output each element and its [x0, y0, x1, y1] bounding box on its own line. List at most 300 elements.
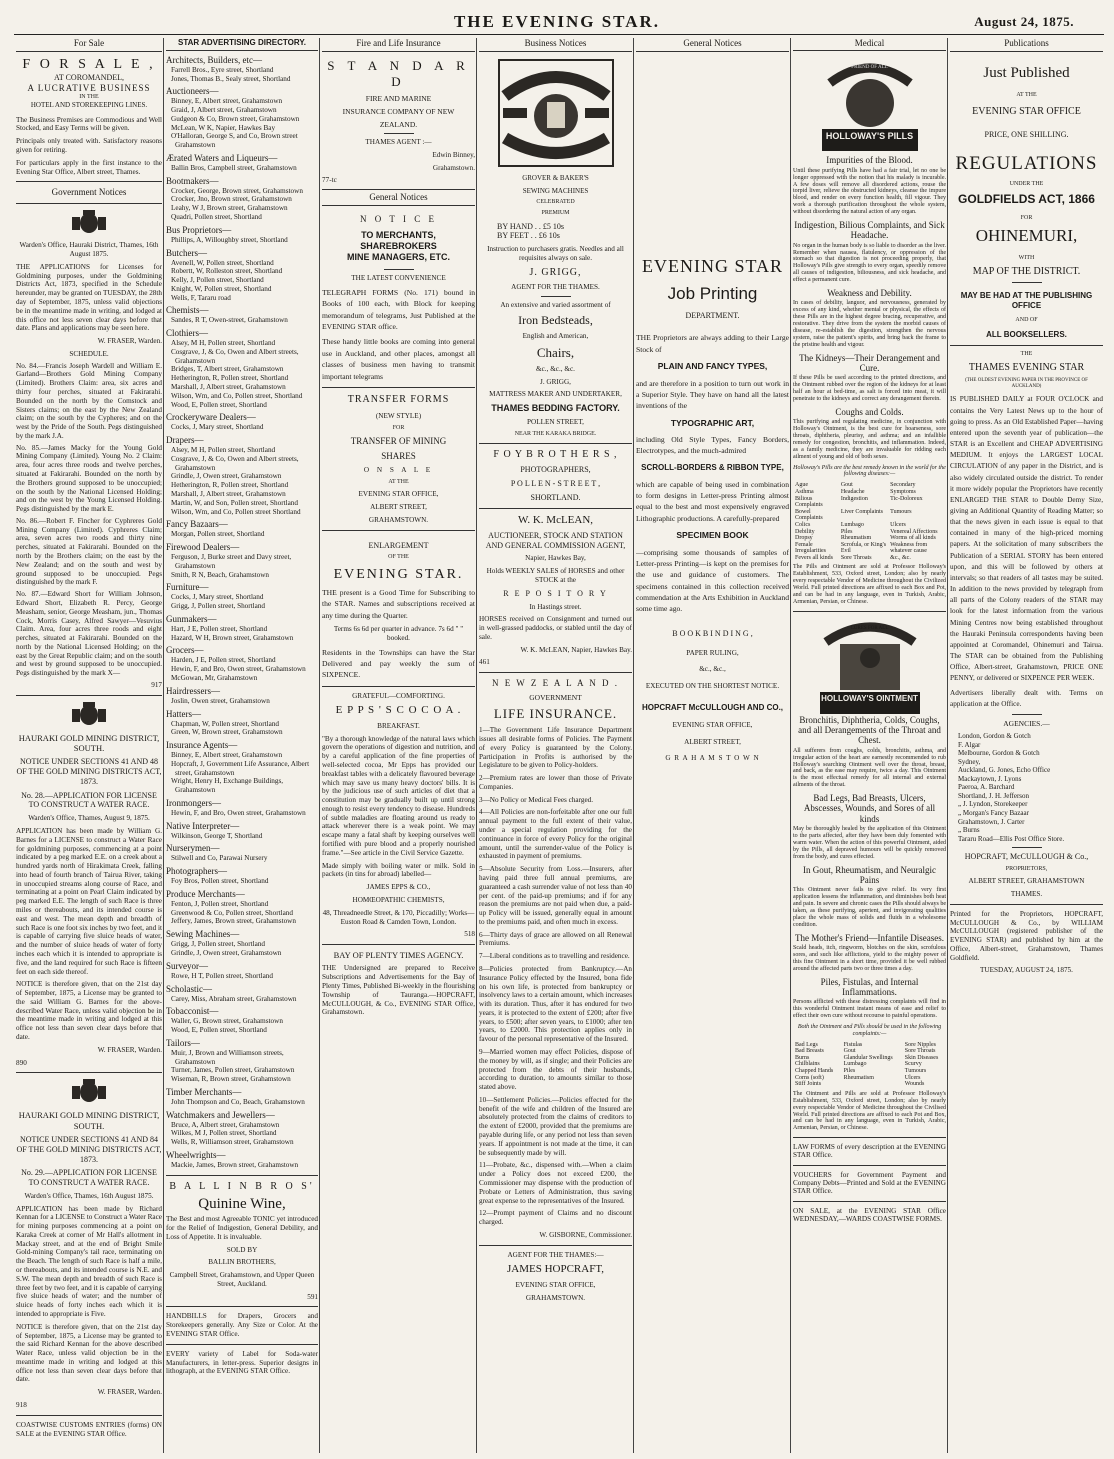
table-row — [793, 1061, 946, 1068]
notice-number: 917 — [151, 680, 162, 689]
grover-label: CELEBRATED — [536, 199, 575, 206]
rule — [16, 1415, 162, 1416]
grover-banner: GROVER & BAKER'S — [522, 173, 589, 182]
mclean-line: Napier, Hawkes Bay, — [525, 554, 586, 563]
job-bookbinding: B O O K B I N D I N G , — [672, 628, 753, 638]
directory-category: Ærated Waters and Liqueurs— — [166, 152, 278, 163]
holloway-ointment-label: HOLLOWAY'S OINTMENT — [821, 693, 918, 703]
office-line: Warden's Office, Thames, 16th August 1875. — [24, 1191, 154, 1200]
table-cell: Female Irregularities — [795, 541, 826, 555]
transfer-line: AT THE — [388, 478, 409, 485]
directory-category: Tobacconist— — [166, 1006, 219, 1017]
directory-category: Auctioneers— — [166, 86, 219, 97]
holloway-body: In cases of debility, languor, and nervousness, generated by excess of any kind, whether mental or physical, the effects of these Pills are in the highest degree bracing, recuperative, and restorative. They drive from the system the morbid causes of disease, re-establish the digestion, strengthen the nervous system, raise the patient's spirits, and bring back the frame to the pristine health and vigour. — [793, 300, 946, 348]
bop-title: BAY OF PLENTY TIMES AGENCY. — [333, 950, 464, 961]
table-row — [793, 496, 946, 509]
royal-crest-icon — [69, 1078, 109, 1106]
directory-category: Furniture— — [166, 582, 209, 593]
nz-item: 1—The Government Life Insurance Department issues all desirable forms of Policies. The Payment of every Policy is guaranteed by the Colony. Participation in Profits is authorised by the Legislature to be given to Policy-holders. — [479, 726, 632, 770]
pub-agencies: AGENCIES.— — [1003, 719, 1050, 729]
table-row — [793, 1048, 946, 1055]
table-cell: Piles — [843, 1068, 856, 1075]
holloway-body: All sufferers from coughs, colds, bronchitis, asthma, and irregular action of the heart are earnestly recommended to rub Holloway's searching Ointment well over the throat, breast, and back, as the ease may require, twice a day. This Ointment is the most effectual remedy for all internal and external ailments of the throat. — [793, 747, 946, 789]
column-divider — [163, 38, 164, 1453]
table-cell: Gout — [840, 482, 853, 489]
grover-line: POLLEN STREET, — [527, 418, 584, 427]
table-cell: Venereal Affections — [890, 528, 938, 535]
mclean-body: AUCTIONEER, STOCK AND STATION AND GENERAL COMMISSION AGENT, — [485, 530, 626, 550]
table-row — [793, 535, 946, 542]
column-divider — [633, 38, 634, 1453]
pub-line: THAMES. — [1010, 889, 1043, 898]
nz-item: 4—All Policies are non-forfeitable after one our full annual payment to the full extent of their value, under a special regulation providing for the continuance in force of every Policy for the original amount, until the surrender-value of the Policy is exhausted in payment of premiums. — [479, 808, 632, 861]
nz-item: 12—Prompt payment of Claims and no discount charged. — [479, 1209, 632, 1227]
epps-title: E P P S ' S C O C O A . — [335, 704, 462, 717]
directory-entry: Hewin, F, and Bro, Owen street, Grahamstown — [171, 665, 306, 674]
royal-crest-icon — [69, 209, 109, 237]
job-firm: HOPCRAFT McCULLOUGH AND CO., — [641, 702, 784, 712]
nz-agent-office: EVENING STAR OFFICE, — [515, 1280, 596, 1289]
transfer-line: ALBERT STREET, — [370, 503, 427, 512]
column-divider — [790, 38, 791, 1453]
directory-category: Bus Proprietors— — [166, 224, 232, 235]
column-insurance — [322, 38, 475, 1453]
gov-paragraph: THE APPLICATIONS for Licenses for Goldmining purposes, under the Goldmining Districts Act, 1873, specified in the Schedule hereunder, may be granted on TUESDAY, the 28th day of September, 1875, unless valid objections be in the meantime made in writing, and lodged at this office not less seven clear days before that date. Plans and applications may be seen here. — [16, 262, 162, 333]
table-cell: Ulcers — [890, 521, 906, 528]
nz-title: LIFE INSURANCE. — [493, 706, 618, 722]
column-directory — [166, 38, 318, 1453]
grover-name: J. GRIGG, — [529, 266, 582, 278]
holloway-ointment-emblem — [810, 618, 930, 718]
rule — [166, 1175, 318, 1176]
grover-sub: SEWING MACHINES — [522, 186, 589, 195]
holloway-body: Until these purifying Pills have had a fair trial, let no one be longer oppressed with the notion that his malady is incurable. A few doses will remove all disordered actions, rouse the torpid liver, relieve the obstructed kidneys, cleanse the impure blood, and render on every function health, fill vigour. They work a thorough purification throughout the whole system, without disordering the natural action of any organ. — [793, 167, 946, 216]
epps-body: Made simply with boiling water or milk. Sold in packets (in tins for abroad) labelled— — [322, 861, 475, 879]
forsale-paragraph: For particulars apply in the first instance to the Evening Star Office, Albert street, Thames. — [16, 158, 162, 176]
enlarge-heading: ENLARGEMENT — [368, 540, 429, 550]
ballin-firm: BALLIN BROTHERS, — [208, 1258, 276, 1267]
directory-entry: Hazard, W H, Brown street, Grahamstown — [171, 633, 294, 642]
holloway-sold: The Pills and Ointment are sold at Professor Holloway's Establishment, 533, Oxford street, London; also by nearly every respectable Vendor of Medicine throughout the Civilized World. Full printed directions are affixed to each Box and Pot, and can be had in any language, even in Turkish, Arabic, Armenian, Persian, or Chinese. — [793, 564, 946, 605]
table-row — [793, 522, 946, 529]
masthead — [0, 8, 1114, 34]
nz-item: 5—Absolute Security from Loss.—Insurers, after having paid three full annual premiums, are guaranteed a cash surrender value of not less than 40 per cent. of the paid-up premiums; and if for any reason the premiums are not paid when due, a paid-up Policy will be issued, generally equal in amount to the premiums paid, and often much in excess. — [479, 865, 632, 926]
hauraki-notice: NOTICE UNDER SECTIONS 41 AND 84 OF THE GOLD MINING DISTRICTS ACT, 1873. — [16, 1135, 162, 1164]
holloway-sold: The Ointment and Pills are sold at Professor Holloway's Establishment, 533, Oxford street, London; also by nearly every respectable Vendor of Medicine throughout the Civilised World. Full printed directions are affixed to each Pot and Box, and can be had in any language, even in Turkish, Arabic, Armenian, Persian, or Chinese. — [793, 1090, 946, 1132]
rule — [479, 672, 632, 673]
labels-notice: EVERY variety of Label for Soda-water Manufacturers, in letter-press. Superior designs in lithograph, at the EVENING STAR Office. — [166, 1349, 318, 1376]
job-line: &c., &c., — [699, 665, 726, 674]
nz-heading: N E W Z E A L A N D . — [491, 678, 620, 689]
pub-line: MAY BE HAD AT THE PUBLISHING OFFICE — [960, 291, 1093, 310]
directory-category: Crockeryware Dealers— — [166, 412, 256, 423]
directory-entry: O'Halloran, George S, and Co, Brown street Grahamstown — [171, 132, 298, 150]
directory-entry: Sandes, R T, Owen-street, Grahamstown — [171, 316, 288, 325]
rule — [479, 443, 632, 444]
nz-item: 9—Married women may effect Policies, dispose of the money by will, as if single; and their Policies are protected from the debts of their husbands, according to duration, to amounts similar to those stated above. — [479, 1048, 632, 1092]
signature: W. FRASER, Warden. — [97, 337, 162, 346]
directory-entry: Hetherington, R, Pollen street, Shortland — [171, 374, 289, 383]
directory-entry: Muir, J, Brown and Williamson streets, Grahamstown — [171, 1048, 284, 1066]
directory-category: Chemists— — [166, 305, 209, 316]
hauraki-body: APPLICATION has been made by William G. Barnes for a LICENSE to construct a Water Race for goldmining purposes, commencing at a point indicated by a peg marked E.E. on a creek about a hundred yards north of Hirakimata Creek, falling into head of fourth branch of Tairua River, taking in unoccupied streams along course of Race, and terminating at a point on Pearl Claim indicated by peg marked E.E. The length of such Race is three miles or thereabouts, and its intended course is east and west. The mean depth and breadth of such Race is one foot six inches by two feet, and it is capable of carrying five sluice heads of water, and the number of sluice heads of water of forty inches each which it is intended to appropriate is five, and the land required for such Race is fifteen feet on each side thereof. — [16, 827, 162, 976]
job-body: and are therefore in a position to turn out work in a Superior Style. They have on hand all the latest inventions of the — [636, 378, 789, 411]
directory-entry: Phillips, A, Willoughby street, Shortland — [171, 235, 288, 244]
foy-line: P O L L E N - S T R E E T , — [510, 479, 601, 489]
table-cell: Fevers all kinds — [795, 554, 833, 561]
table-cell: Tumours — [904, 1068, 927, 1075]
advertising-directory — [166, 55, 318, 1170]
table-cell: Ulcers — [904, 1074, 921, 1081]
epps-subtitle: BREAKFAST. — [377, 721, 420, 730]
directory-entry: McLean, W K, Napier, Hawkes Bay — [171, 123, 276, 132]
job-highlight: SPECIMEN BOOK — [676, 530, 749, 541]
column-business — [479, 38, 632, 1453]
foy-heading: F O Y B R O T H E R S , — [493, 449, 618, 461]
directory-entry: Binney, E, Albert street, Grahamstown — [171, 751, 283, 760]
directory-category: Gunmakers— — [166, 613, 217, 624]
standard-line: FIRE AND MARINE — [365, 93, 432, 103]
directory-entry: Crocker, George, Brown street, Grahamstown — [171, 186, 303, 195]
table-cell: Glandular Swellings — [843, 1054, 893, 1061]
nz-item: 10—Settlement Policies.—Policies effected for the benefit of the wife and children of the Insured are absolutely protected from the claims of creditors to the extent of £2000, provided that the premiums are payable during life, or any period not less than seven years. If appointment is not made at the time, it can be subsequently made by will. — [479, 1095, 632, 1157]
hauraki-body: NOTICE is therefore given, that on the 21st day of September, 1875, a License may be granted to the said Richard Kennan for the above described Water Race, unless valid objection be in the meantime made in writing and lodged at this office not less than seven clear days before that date. — [16, 1322, 162, 1384]
directory-category: Architects, Builders, etc— — [166, 54, 262, 65]
column-for-sale — [16, 38, 162, 1453]
standard-agent-place: Grahamstown. — [432, 163, 475, 172]
table-cell: Sore Throats — [840, 554, 872, 561]
holloway-heading: Piles, Fistulas, and Internal Inflammations. — [820, 976, 919, 997]
table-row — [793, 482, 946, 489]
table-cell: Debility — [795, 528, 815, 535]
job-line: EXECUTED ON THE SHORTEST NOTICE. — [645, 682, 780, 691]
forsale-paragraph: The Business Premises are Commodious and Well Stocked, and Easy Terms will be given. — [16, 115, 162, 133]
table-cell: Indigestion — [840, 495, 868, 502]
directory-entry: Wilson, Wm, and Co, Pollen street, Shortland — [171, 391, 303, 400]
transfer-line: EVENING STAR OFFICE, — [358, 490, 439, 499]
directory-entry: Ferguson, J, Burke street and Davy street, Grahamstown — [171, 553, 292, 570]
holloway-body: If these Pills be used according to the printed directions, and the Ointment rubbed over the region of the kidneys for at least half an hour at bed-time, as salt is forced into meat, it will penetrate to the kidneys and correct any derangement therein. — [793, 375, 946, 402]
pub-just-published: Just Published — [983, 64, 1070, 81]
transfer-line: (NEW STYLE) — [375, 412, 422, 421]
nz-agent-name: JAMES HOPCRAFT, — [507, 1263, 604, 1276]
mclean-line: Holds WEEKLY SALES of HORSES and other STOCK at the — [486, 567, 625, 585]
table-row — [793, 542, 946, 555]
holloway-heading: In Gout, Rheumatism, and Neuralgic Pains — [803, 864, 936, 885]
forsale-paragraph: Principals only treated with. Satisfactory reasons given for retiring. — [16, 137, 162, 154]
holloway-heading: Impurities of the Blood. — [826, 155, 913, 166]
directory-entry: Cosgrave, J, & Co, Owen and Albert streets, Grahamstown — [171, 347, 299, 365]
pub-date: TUESDAY, AUGUST 24, 1875. — [980, 966, 1073, 975]
table-cell: Ague — [795, 482, 808, 489]
rule — [1012, 847, 1042, 848]
pub-adv: Advertisers liberally dealt with. Terms on application at the Office. — [950, 689, 1103, 709]
pub-map: MAP OF THE DISTRICT. — [972, 265, 1081, 277]
pub-line: ALL BOOKSELLERS. — [986, 329, 1067, 339]
column-divider — [947, 38, 948, 1453]
directory-entry: Wilkinson, George T, Shortland — [171, 831, 263, 840]
epps-firm: HOMŒOPATHIC CHEMISTS, — [352, 895, 445, 904]
holloway-heading: Weakness and Debility. — [827, 288, 912, 299]
schedule-item: No. 87.—Edward Short for William Johnson, Edward Short, Elizabeth R. Percy, George Measham, senior, George Measham, jun., Thomas Cock, Morris Casey, Alfred Sawyer—Vesuvius Claim. Area, four acres three roods and eight perches, situated at Fakirarahi. Bounded on the north by the National Licensed Holding; on the east by the Great Republic claim; and on the south and west by ground supposed to be unoccupied. Pegs distinguished by the mark X— — [16, 590, 162, 678]
grover-chairs: Chairs, — [536, 344, 575, 360]
table-cell: Sore Throats — [904, 1048, 936, 1055]
schedule-item: No. 86.—Robert F. Fincher for Cyphreres Gold Mining Company (Limited). Cyphreres Claim; area, seven acres two roods and thirty nine perches, situated at Fakirarahi. Bounded on the north by the Brothers claim; on the east by the New Zealand; and on the south and west by ground supposed to be unoccupied. Pegs distinguished by the mark F. — [16, 516, 162, 587]
signature: W. FRASER, Warden. — [97, 1388, 162, 1397]
directory-entry: Hetherington, R, Pollen street, Shortland — [171, 481, 289, 490]
law-forms-notice: LAW FORMS of every description at the EVENING STAR Office. — [793, 1143, 946, 1160]
rule — [16, 203, 162, 204]
nz-item: 8—Policies protected from Bankruptcy.—An Insurance Policy effected by the Insured, bona fide on his own life, is protected from bankruptcy or insolvency laws to a certain amount, which increases with its duration. Thus, after it has endured for two years, it is protected to the extent of £200; after five years, to £500; after seven years, to £1000; after ten years, to £2000. This protection applies only in favour of the personal representative of the Insured. — [479, 964, 632, 1044]
rule — [166, 1306, 318, 1307]
job-body: THE Proprietors are always adding to their Large Stock of — [636, 333, 789, 354]
notice-number: 890 — [16, 1058, 27, 1067]
ballin-sold: SOLD BY — [226, 1245, 258, 1254]
table-cell: Tumours — [890, 508, 912, 515]
job-line: G R A H A M S T O W N — [665, 754, 760, 763]
table-row — [793, 1068, 946, 1075]
directory-category: Native Interpreter— — [166, 820, 240, 831]
directory-entry: Rowe, H T, Pollen street, Shortland — [171, 971, 273, 980]
directory-entry: Knight, W, Pollen street, Shortland — [171, 284, 272, 293]
directory-category: Watchmakers and Jewellers— — [166, 1109, 275, 1120]
bop-body: THE Undersigned are prepared to Receive Subscriptions and Advertisements for the Bay of Plenty Times, Published Bi-weekly in the flourishing Township of Tauranga.—HOPCRAFT, McCULLOUGH, & Co., EVENING STAR Office, Grahamstown. — [322, 964, 475, 1017]
table-cell: &c., &c. — [890, 554, 911, 561]
nz-item: 6—Thirty days of grace are allowed on all Renewal Premiums. — [479, 930, 632, 948]
mclean-body: HORSES received on Consignment and turned out in well-grassed paddocks, or stabled until the day of sale. — [479, 615, 632, 641]
pub-line: UNDER THE — [1009, 180, 1044, 187]
column-general — [636, 38, 789, 1453]
rule — [479, 1245, 632, 1246]
directory-entry: Fenton, J, Pollen street, Shortland — [171, 899, 269, 908]
nz-item: 11—Probate, &c., dispensed with.—When a claim under a Policy does not exceed £200, the Commissioner may dispense with the production of Probate or Letters of Administration, thus saving great expense to the representatives of the Insured. — [479, 1161, 632, 1205]
rule — [16, 181, 162, 182]
pub-line: AT THE — [1016, 92, 1037, 99]
pub-tes: THAMES EVENING STAR — [968, 362, 1085, 374]
table-cell: Headache — [840, 488, 865, 495]
directory-entry: Grindle, J, Owen street, Grahamstown — [171, 949, 282, 957]
rule — [1012, 714, 1042, 715]
pub-office: EVENING STAR OFFICE — [972, 105, 1081, 117]
rule — [950, 345, 1103, 346]
directory-category: Fancy Bazaars— — [166, 519, 228, 530]
notice-mine: MINE MANAGERS, ETC. — [346, 252, 450, 263]
signature: W. GISBORNE, Commissioner. — [539, 1230, 632, 1239]
holloway-heading: Coughs and Colds. — [835, 406, 904, 417]
column-heading: Medical — [793, 38, 946, 51]
transfer-line: O N S A L E — [363, 466, 434, 475]
directory-category: Bootmakers— — [166, 175, 219, 186]
nz-item: 7—Liberal conditions as to travelling and residence. — [479, 952, 630, 961]
epps-firm: JAMES EPPS & CO., — [366, 883, 431, 892]
table-cell: Sore Nipples — [904, 1041, 936, 1048]
rule — [950, 904, 1103, 905]
directory-category: Insurance Agents— — [166, 740, 238, 751]
table-cell: Bilious Complaints — [795, 495, 823, 509]
grover-line: English and American, — [522, 332, 589, 341]
table-cell: Gout — [843, 1048, 856, 1055]
grover-instruction: Instruction to purchasers gratis. Needles and all requisites always on sale. — [487, 245, 624, 262]
job-line: EVENING STAR OFFICE, — [672, 720, 753, 729]
rule — [322, 944, 475, 945]
hauraki-notice: NOTICE UNDER SECTIONS 41 AND 48 OF THE GOLD MINING DISTRICTS ACT, 1873. — [16, 757, 162, 786]
pub-line: WITH — [1018, 254, 1035, 261]
directory-entry: Bridges, T, Albert street, Grahamstown — [171, 365, 284, 374]
column-medical — [793, 38, 946, 1453]
vouchers-notice: VOUCHERS for Government Payment and Company Debts—Printed and Sold at the EVENING STAR Office. — [793, 1170, 946, 1196]
directory-entry: Leahy, W J, Brown street, Grahamstown — [171, 204, 288, 213]
table-cell: Lumbago — [840, 521, 864, 528]
foy-line: PHOTOGRAPHERS, — [520, 465, 591, 475]
holloway-body: Persons afflicted with these distressing complaints will find in this wonderful Ointment instant means of ease and relief to effect their own cure without recourse to painful operations. — [793, 999, 946, 1020]
column-heading: General Notices — [636, 38, 789, 52]
directory-entry: Avenell, W, Pollen street, Shortland — [171, 258, 274, 267]
directory-entry: Wright, Henry H, Exchange Buildings, Grahamstown — [171, 777, 284, 795]
directory-entry: Hart, J E, Pollen street, Shortland — [171, 624, 268, 633]
directory-entry: Carey, Miss, Abraham street, Grahamstown — [171, 994, 297, 1003]
forsale-line: AT COROMANDEL, — [53, 73, 125, 83]
enlarge-terms: Terms 6s 6d per quarter in advance. 7s 6d " " booked. — [333, 624, 464, 642]
table-cell: Bad Breasts — [795, 1048, 824, 1055]
epps-tagline: GRATEFUL—COMFORTING. — [352, 691, 445, 700]
directory-entry: Alsey, M H, Pollen street, Shortland — [171, 339, 276, 348]
standard-line: ZEALAND. — [379, 119, 418, 129]
holloway-heading: Bronchitis, Diphtheria, Colds, Coughs, and all Derangements of the Throat and Chest. — [798, 714, 941, 746]
directory-entry: Farrell Bros., Eyre street, Shortland — [171, 65, 274, 74]
directory-category: Sewing Machines— — [166, 929, 240, 940]
notice-number: 591 — [307, 1292, 318, 1301]
enlarge-body: THE present is a Good Time for Subscribing to the STAR. Names and subscriptions received at any time during the Quarter. — [322, 587, 475, 620]
directory-entry: Crocker, Jno, Brown street, Grahamstown — [171, 195, 292, 204]
directory-category: Drapers— — [166, 435, 204, 446]
directory-category: Tailors— — [166, 1037, 200, 1048]
directory-entry: Joslin, Owen street, Grahamstown — [171, 696, 270, 705]
notice-number: 461 — [479, 658, 490, 667]
standard-agent: THAMES AGENT :— — [365, 138, 432, 147]
directory-entry: Stilwell and Co, Parawai Nursery — [171, 854, 268, 863]
mclean-heading: W. K. McLEAN, — [517, 513, 594, 526]
holloway-both: Both the Ointment and Pills should be used in the following complaints:— — [797, 1023, 942, 1037]
table-cell: Bowel Complaints — [795, 508, 823, 522]
job-star: EVENING STAR — [641, 255, 784, 276]
pub-line: ALBERT STREET, GRAHAMSTOWN — [968, 877, 1085, 886]
rule — [16, 695, 162, 696]
forsale-line: A LUCRATIVE BUSINESS — [27, 82, 151, 93]
directory-category: Nurserymen— — [166, 843, 220, 854]
directory-category: Firewood Dealers— — [166, 542, 240, 553]
schedule-heading: SCHEDULE. — [69, 349, 109, 358]
holloway-body: May be thoroughly healed by the application of this Ointment to the parts affected, after they have been duly fomented with warm water. When the action of this powerful Ointment, aided by the Pills, all depraved humours will be quickly removed from the body, and cures effected. — [793, 826, 946, 860]
directory-entry: Marshall, J, Albert street, Grahamstown — [171, 490, 286, 498]
pub-firm: HOPCRAFT, McCULLOUGH & Co., — [964, 852, 1089, 862]
column-heading: Business Notices — [479, 38, 632, 52]
directory-entry: Harden, J E, Pollen street, Shortland — [171, 656, 276, 665]
directory-category: Ironmongers— — [166, 797, 221, 808]
diseases-table — [793, 482, 946, 561]
ballin-body: The Best and most Agreeable TONIC yet introduced for the Relief of Indigestion, General Debility, and Loss of Appetite. It is invaluable. — [166, 1215, 318, 1241]
onsale-notice: ON SALE, at the EVENING STAR Office WEDNESDAY,—WARDS COASTWISE FORMS. — [793, 1206, 946, 1223]
office-line: Warden's Office, Thames, August 9, 1875. — [28, 814, 150, 823]
enlarge-title: EVENING STAR. — [333, 566, 464, 582]
table-cell: Scurvy — [904, 1061, 922, 1068]
table-row — [793, 555, 946, 562]
column-heading: For Sale — [16, 38, 162, 52]
column-divider — [476, 38, 477, 1453]
table-cell: Piles — [840, 528, 853, 535]
grover-price: BY FEET . . £6 10s — [497, 231, 560, 241]
issue-date: August 24, 1875. — [974, 14, 1074, 29]
column-heading: Publications — [950, 38, 1103, 52]
rule — [793, 1137, 946, 1138]
holloway-heading: Bad Legs, Bad Breasts, Ulcers, Abscesses, Wounds, and Sores of all kinds — [803, 793, 936, 824]
directory-category: Scholastic— — [166, 983, 212, 994]
table-cell: Colics — [795, 521, 811, 528]
directory-entry: Grindle, J, Owen street, Grahamstown — [171, 472, 282, 481]
notice-body: These handy little books are coming into general use in Auckland, and other places, amongst all classes of business men having to transmit important telegrams — [322, 337, 475, 381]
pub-line: PROPRIETORS, — [1005, 865, 1048, 872]
table-cell: Symptoms — [890, 488, 916, 495]
table-row — [793, 509, 946, 522]
general-notices-heading: General Notices — [322, 189, 475, 206]
directory-entry: Cocks, J, Mary street, Shortland — [171, 423, 264, 432]
nz-agent: AGENT FOR THE THAMES:— — [507, 1250, 604, 1259]
grover-iron: Iron Bedsteads, — [518, 313, 593, 328]
column-divider — [319, 38, 320, 1453]
directory-entry: Chapman, W, Pollen street, Shortland — [171, 719, 280, 728]
table-cell: Lumbago — [843, 1061, 867, 1068]
pub-oldest: (THE OLDEST EVENING PAPER IN THE PROVINCE OF AUCKLAND) — [965, 378, 1088, 390]
table-cell: Burns — [795, 1054, 810, 1061]
rule — [1012, 282, 1042, 283]
table-row — [793, 1042, 946, 1049]
directory-entry: Alsey, M H, Pollen street, Shortland — [171, 446, 276, 455]
ballin-heading: B A L L I N B R O S' — [169, 1180, 315, 1192]
holloway-heading: Indigestion, Bilious Complaints, and Sick Headache. — [794, 220, 945, 241]
notice-number: 918 — [16, 1400, 27, 1409]
table-cell: Wounds — [904, 1081, 925, 1088]
rule — [793, 611, 946, 612]
hauraki-application: No. 29.—APPLICATION FOR LICENSE TO CONSTRUCT A WATER RACE. — [21, 1168, 157, 1188]
table-cell: Rheumatism — [843, 1074, 874, 1081]
grover-label: PREMIUM — [541, 210, 570, 217]
column-heading: Fire and Life Insurance — [322, 38, 475, 52]
table-row — [793, 1055, 946, 1062]
signature: W. FRASER, Warden. — [97, 1045, 162, 1054]
directory-entry: Robertt, W, Rolleston street, Shortland — [171, 267, 283, 276]
rule — [384, 133, 414, 134]
table-cell: Fistulas — [843, 1041, 863, 1048]
standard-heading: S T A N D A R D — [327, 57, 470, 89]
directory-entry: Greenwood & Co, Pollen street, Shortland — [171, 908, 293, 917]
notice-latest: THE LATEST CONVENIENCE — [351, 274, 446, 283]
newspaper-title: THE EVENING STAR. — [453, 12, 661, 31]
transfer-title: TRANSFER OF MINING — [350, 436, 447, 447]
directory-category: Grocers— — [166, 645, 204, 656]
job-line: PAPER RULING, — [686, 648, 739, 657]
column-heading: STAR ADVERTISING DIRECTORY. — [166, 38, 318, 51]
job-dept: DEPARTMENT. — [685, 310, 740, 320]
standard-agent-name: Edwin Binney, — [432, 150, 475, 159]
directory-entry: Bruce, A, Albert street, Grahamstown — [171, 1120, 280, 1129]
directory-category: Timber Merchants— — [166, 1086, 242, 1097]
directory-entry: Wilson, Wm, and Co, Pollen street Shortland — [171, 507, 301, 516]
royal-crest-icon — [69, 701, 109, 729]
table-cell: Skin Diseases — [904, 1054, 939, 1061]
transfer-line: GRAHAMSTOWN. — [368, 515, 429, 524]
directory-entry: Cosgrave, J, & Co, Owen and Albert streets, Grahamstown — [171, 454, 299, 472]
grover-price: BY HAND . . £5 10s — [497, 221, 565, 231]
table-cell: Worms of all kinds — [890, 535, 936, 542]
